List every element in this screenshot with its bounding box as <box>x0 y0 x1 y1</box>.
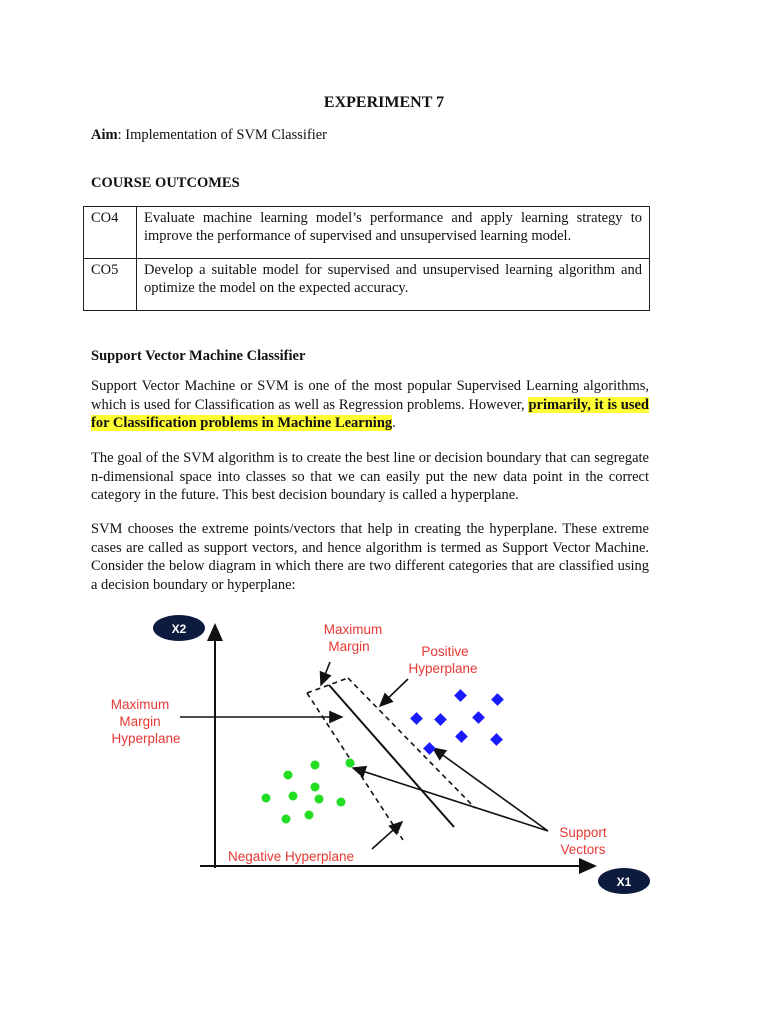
outcome-text: Evaluate machine learning model’s performance and apply learning strategy to improve the performance of supervised and unsupervised learning model. <box>137 207 650 259</box>
positive-hyperplane-pointer <box>380 679 408 706</box>
positive-hyperplane-line <box>348 678 475 808</box>
paragraph-intro <box>91 377 649 433</box>
negative-point <box>346 759 355 768</box>
label-negative-hyperplane: Negative Hyperplane <box>227 849 355 864</box>
negative-point <box>262 794 271 803</box>
negative-point <box>337 798 346 807</box>
label-mmh-1: Maximum <box>110 697 170 712</box>
course-outcomes-heading: COURSE OUTCOMES <box>91 175 240 191</box>
aim-label: Aim <box>91 127 118 143</box>
aim-text: : Implementation of SVM Classifier <box>117 127 328 143</box>
label-support-vectors-1: Support <box>559 825 607 840</box>
positive-point <box>472 711 485 724</box>
positive-point <box>454 689 467 702</box>
label-mmh-2: Margin <box>119 714 161 729</box>
paragraph-text: . <box>392 415 396 431</box>
highlighted-text: primarily, it is used for Classification problems in Machine Learning <box>91 396 649 431</box>
table-row <box>84 207 650 259</box>
negative-class-points <box>262 759 355 824</box>
aim-line <box>91 127 327 144</box>
support-vector-pointer-positive <box>433 748 548 831</box>
positive-point <box>410 712 423 725</box>
negative-point <box>311 761 320 770</box>
outcome-code: CO5 <box>84 259 137 311</box>
label-mmh-3: Hyperplane <box>111 731 181 746</box>
label-positive-hyperplane-2: Hyperplane <box>408 661 478 676</box>
negative-point <box>315 795 324 804</box>
positive-point <box>490 733 503 746</box>
negative-point <box>305 811 314 820</box>
svm-diagram <box>90 605 670 905</box>
max-margin-pointer <box>321 662 330 685</box>
positive-point <box>455 730 468 743</box>
negative-point <box>311 783 320 792</box>
page-title: EXPERIMENT 7 <box>323 94 445 111</box>
negative-point <box>289 792 298 801</box>
negative-point <box>282 815 291 824</box>
negative-hyperplane-pointer <box>372 822 402 849</box>
table-row <box>84 259 650 311</box>
positive-class-points <box>410 689 504 755</box>
x1-axis-label: X1 <box>616 875 632 889</box>
label-support-vectors-2: Vectors <box>560 842 606 857</box>
outcome-text: Develop a suitable model for supervised and unsupervised learning algorithm and optimize the model on the expected accuracy. <box>137 259 650 311</box>
course-outcomes-table <box>83 206 650 311</box>
x2-axis-label: X2 <box>171 622 187 636</box>
label-maximum-margin-1: Maximum <box>323 622 383 637</box>
label-positive-hyperplane-1: Positive <box>421 644 469 659</box>
paragraph-support-vectors: SVM chooses the extreme points/vectors that help in creating the hyperplane. These extreme cases are called as support vectors, and hence algorithm is termed as Support Vector Machine. Consider the below diagram in which there are two different categories that are classified using a decision boundary or hyperplane: <box>91 521 649 593</box>
positive-point <box>434 713 447 726</box>
positive-point <box>491 693 504 706</box>
outcome-code: CO4 <box>84 207 137 259</box>
positive-point <box>423 742 436 755</box>
paragraph-text: Support Vector Machine or SVM is one of the most popular Supervised Learning algorithms, which is used for Classification as well as Regression problems. However, <box>91 378 649 413</box>
margin-cap <box>307 678 348 693</box>
label-maximum-margin-2: Margin <box>328 639 370 654</box>
section-heading: Support Vector Machine Classifier <box>91 348 306 364</box>
negative-point <box>284 771 293 780</box>
paragraph-goal: The goal of the SVM algorithm is to create the best line or decision boundary that can segregate n-dimensional space into classes so that we can easily put the new data point in the correct category in the future. This best decision boundary is called a hyperplane. <box>91 450 649 503</box>
